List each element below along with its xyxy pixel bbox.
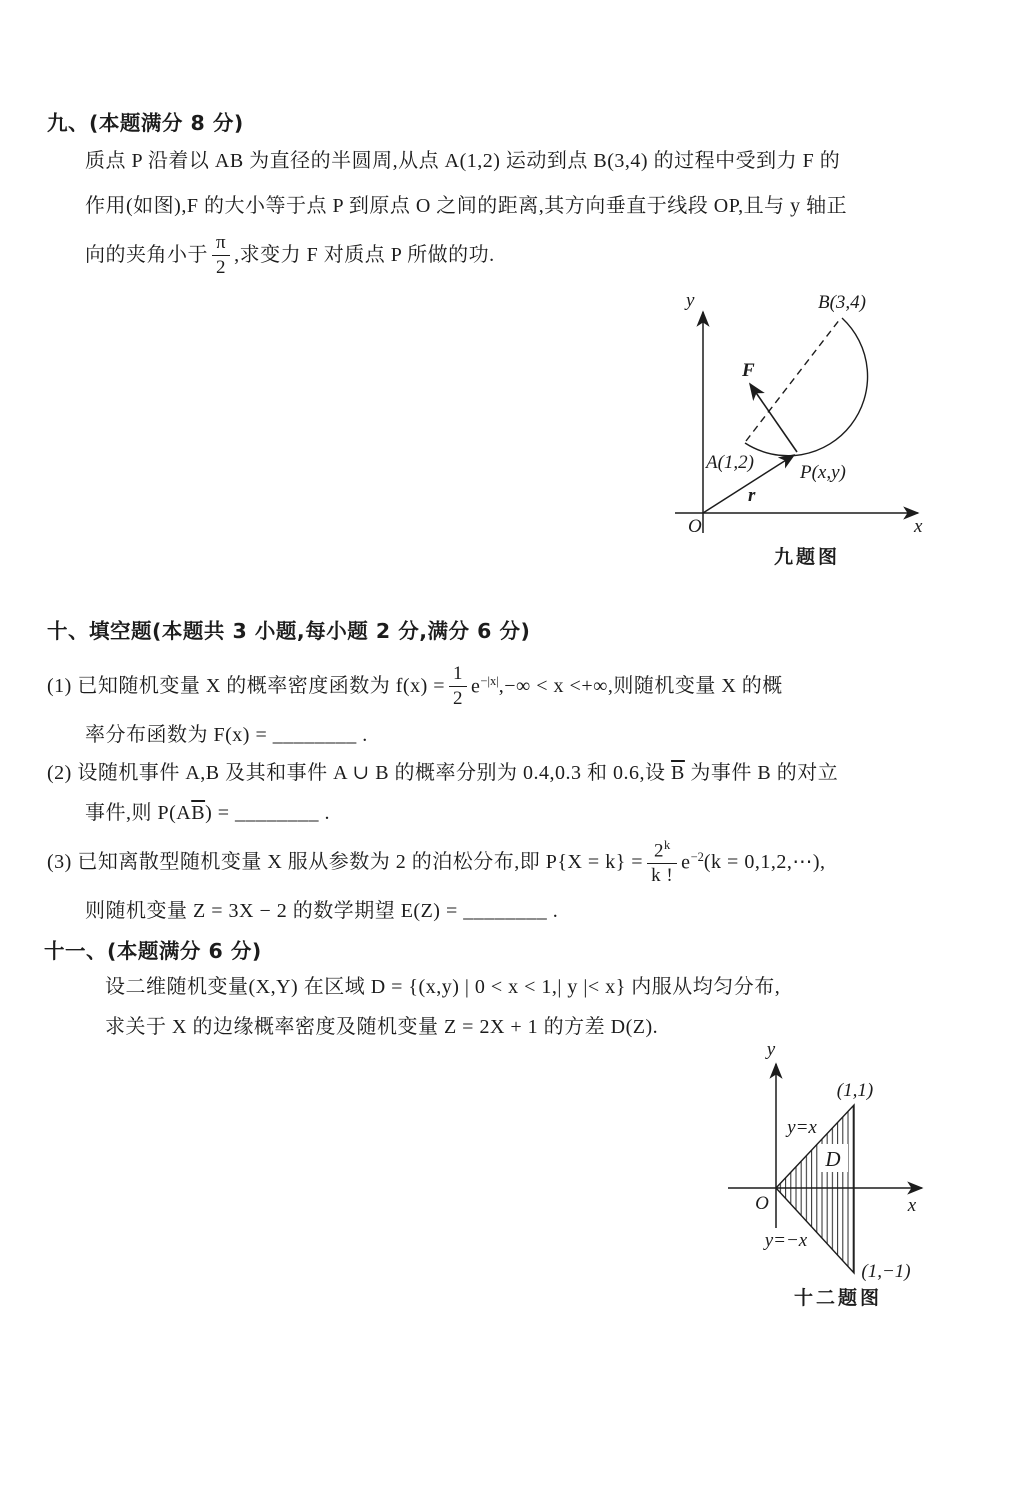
q2-line2-post: ) = ________ . xyxy=(205,802,331,824)
problem10-q1-line1 xyxy=(47,656,783,716)
origin-label: O xyxy=(755,1193,769,1214)
line-y-equals-negx-label: y=−x xyxy=(764,1230,808,1251)
point-b-label: B(3,4) xyxy=(818,292,867,313)
exp-term xyxy=(681,849,704,876)
one-half-fraction xyxy=(449,663,467,709)
b-complement: $\overline{B}$ xyxy=(671,762,685,784)
b-complement: $\overline{B}$ xyxy=(191,802,206,824)
pi-over-2-fraction xyxy=(212,232,230,278)
problem10-q3-line1 xyxy=(47,832,825,892)
q2-line1-pre: (2) 设随机事件 A,B 及其和事件 A ∪ B 的概率分别为 0.4,0.3 和 0.6,设 xyxy=(47,762,672,784)
problem9-line3-post: ,求变力 F 对质点 P 所做的功. xyxy=(234,244,495,266)
fraction-denominator: k ! xyxy=(651,864,674,886)
problem10-q2-line1 xyxy=(47,760,838,786)
exp-term xyxy=(471,673,499,700)
point-p-label: P(x,y) xyxy=(800,462,846,483)
figure-problem12 xyxy=(690,1032,975,1322)
problem11-text-line2: 求关于 X 的边缘概率密度及随机变量 Z = 2X + 1 的方差 D(Z). xyxy=(105,1016,659,1038)
problem10-q2-line2 xyxy=(85,800,330,826)
exp-superscript: −|x| xyxy=(480,673,499,688)
origin-label: O xyxy=(688,516,702,537)
problem10-q1-line2: 率分布函数为 F(x) = ________ . xyxy=(85,724,368,746)
exp-base: e xyxy=(681,851,691,874)
exp-superscript: −2 xyxy=(690,849,704,864)
x-axis-label: x xyxy=(907,1195,917,1216)
q3-line1-pre: (3) 已知离散型随机变量 X 服从参数为 2 的泊松分布,即 P{X = k} = xyxy=(47,851,644,873)
line-y-equals-x-label: y=x xyxy=(787,1117,817,1138)
fraction-numerator xyxy=(647,838,677,864)
problem9-text-line3 xyxy=(85,226,495,284)
fraction-numerator: 1 xyxy=(449,663,467,686)
problem9-text-line1: 质点 P 沿着以 AB 为直径的半圆周,从点 A(1,2) 运动到点 B(3,4) 的过程中受到力 F 的 xyxy=(85,150,841,172)
problem9-line3-pre: 向的夹角小于 xyxy=(85,244,208,266)
q3-line1-post: (k = 0,1,2,⋯), xyxy=(703,851,826,873)
fraction-numerator: π xyxy=(212,232,230,255)
numerator-base: 2 xyxy=(654,840,664,862)
region-d-label: D xyxy=(825,1147,841,1171)
y-axis-label: y xyxy=(766,1039,776,1060)
problem9-text-line2: 作用(如图),F 的大小等于点 P 到原点 O 之间的距离,其方向垂直于线段 OP,且与 y 轴正 xyxy=(85,195,848,217)
problem10-header: 十、填空题(本题共 3 小题,每小题 2 分,满分 6 分) xyxy=(47,619,531,643)
q1-line1-post: ,−∞ < x <+∞,则随机变量 X 的概 xyxy=(498,675,783,697)
x-axis-label: x xyxy=(914,516,923,537)
fraction-denominator: 2 xyxy=(216,256,227,278)
problem11-header: 十一、(本题满分 6 分) xyxy=(44,939,262,963)
q2-line2-pre: 事件,则 P(A xyxy=(85,802,192,824)
figure9-caption: 九题图 xyxy=(773,546,841,568)
semicircle-arc xyxy=(745,318,868,456)
problem9-header: 九、(本题满分 8 分) xyxy=(47,111,244,135)
numerator-superscript: k xyxy=(664,838,671,853)
q2-line1-post: 为事件 B 的对立 xyxy=(684,762,839,784)
figure-problem9 xyxy=(618,280,963,580)
point-a-label: A(1,2) xyxy=(706,452,755,473)
force-f-label: F xyxy=(742,360,755,381)
figure12-caption: 十二题图 xyxy=(793,1287,883,1309)
vector-f xyxy=(750,384,797,452)
point-1-1-label: (1,1) xyxy=(836,1080,874,1101)
q1-line1-pre: (1) 已知随机变量 X 的概率密度函数为 f(x) = xyxy=(47,675,446,697)
y-axis-label: y xyxy=(686,290,695,311)
poisson-fraction xyxy=(647,838,677,886)
problem11-text-line1: 设二维随机变量(X,Y) 在区域 D = {(x,y) | 0 < x < 1,| y |< x} 内服从均匀分布, xyxy=(105,976,781,998)
problem10-q3-line2: 则随机变量 Z = 3X − 2 的数学期望 E(Z) = ________ . xyxy=(85,900,559,922)
point-1-neg1-label: (1,−1) xyxy=(861,1261,911,1282)
vector-r-label: r xyxy=(748,485,756,506)
fraction-denominator: 2 xyxy=(453,687,464,709)
exp-base: e xyxy=(471,675,481,698)
diameter-ab-dashed-line xyxy=(746,319,840,441)
